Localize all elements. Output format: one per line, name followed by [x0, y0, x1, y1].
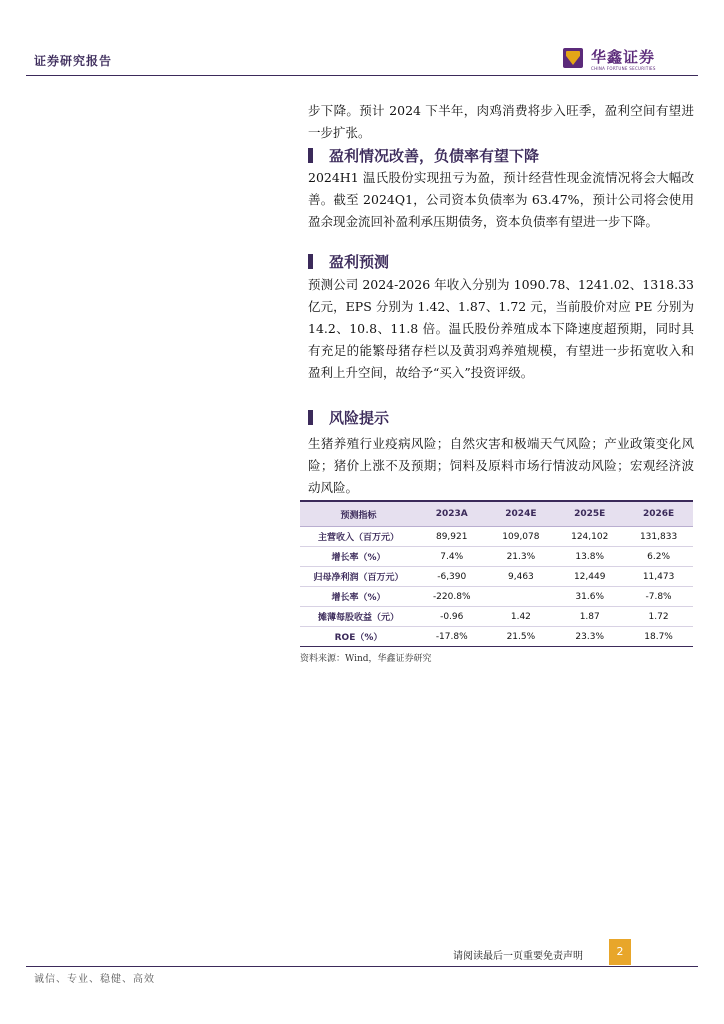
table-header-cell: 2025E: [555, 501, 624, 527]
table-header-cell: 2023A: [417, 501, 486, 527]
table-row: [300, 587, 693, 607]
section-body-forecast: 预测公司 2024-2026 年收入分别为 1090.78、1241.02、1318.33 亿元，EPS 分别为 1.42、1.87、1.72 元，当前股价对应 PE 分别为 14.2、10.8、11.8 倍。温氏股份养殖成本下降速度超预期，同时具有充足的能繁母猪存栏以及黄羽鸡养殖规模，有望进一步拓宽收入和盈利上升空间，故给予“买入”投资评级。: [308, 277, 694, 380]
table-cell: 109,078: [486, 527, 555, 547]
table-cell: -7.8%: [624, 587, 693, 607]
section-marker-icon: [308, 254, 313, 269]
section-title: 盈利情况改善，负债率有望下降: [329, 147, 540, 165]
table-cell: -6,390: [417, 567, 486, 587]
row-label: ROE（%）: [300, 627, 417, 647]
company-motto: 诚信、专业、稳健、高效: [34, 974, 155, 985]
section-title: 盈利预测: [329, 253, 390, 271]
section-body-risk: 生猪养殖行业疫病风险；自然灾害和极端天气风险；产业政策变化风险；猪价上涨不及预期；饲料及原料市场行情波动风险；宏观经济波动风险。: [308, 436, 694, 495]
table-cell: 9,463: [486, 567, 555, 587]
section-marker-icon: [308, 410, 313, 425]
disclaimer-link[interactable]: 请阅读最后一页重要免责声明: [453, 951, 583, 962]
company-logo-icon: [563, 48, 583, 68]
table-header-cell: 2024E: [486, 501, 555, 527]
report-type-label: 证券研究报告: [34, 54, 113, 68]
table-cell: 21.5%: [486, 627, 555, 647]
table-row: [300, 547, 693, 567]
table-cell: -0.96: [417, 607, 486, 627]
section-marker-icon: [308, 148, 313, 163]
row-label: 增长率（%）: [300, 547, 417, 567]
row-label: 归母净利润（百万元）: [300, 567, 417, 587]
table-source-note: 资料来源：Wind，华鑫证券研究: [300, 654, 432, 664]
table-cell: 89,921: [417, 527, 486, 547]
table-row: [300, 607, 693, 627]
row-label: 增长率（%）: [300, 587, 417, 607]
table-cell: 11,473: [624, 567, 693, 587]
section-heading-forecast: [308, 251, 694, 273]
table-cell: 1.42: [486, 607, 555, 627]
row-label: 摊薄每股收益（元）: [300, 607, 417, 627]
page-number-badge: 2: [609, 939, 631, 965]
table-row: [300, 567, 693, 587]
table-cell: -17.8%: [417, 627, 486, 647]
table-cell: 12,449: [555, 567, 624, 587]
company-logo-name: 华鑫证券: [591, 48, 656, 66]
table-header-row: [300, 501, 693, 527]
intro-paragraph: 步下降。预计 2024 下半年，肉鸡消费将步入旺季，盈利空间有望进一步扩张。: [308, 103, 694, 140]
section-body-profit-improve: 2024H1 温氏股份实现扭亏为盈，预计经营性现金流情况将会大幅改善。截至 2024Q1，公司资本负债率为 63.47%，预计公司将会使用盈余现金流回补盈利承压期债务，资本负债率有望进一步下降。: [308, 170, 694, 229]
header-divider: [26, 75, 698, 76]
table-cell: 31.6%: [555, 587, 624, 607]
table-cell: 6.2%: [624, 547, 693, 567]
forecast-table-wrapper: [300, 500, 693, 664]
table-cell: 131,833: [624, 527, 693, 547]
section-title: 风险提示: [329, 409, 390, 427]
row-label: 主营收入（百万元）: [300, 527, 417, 547]
table-cell: 1.87: [555, 607, 624, 627]
footer-divider: [26, 966, 698, 967]
table-cell: 7.4%: [417, 547, 486, 567]
forecast-table: [300, 500, 693, 647]
table-row: [300, 527, 693, 547]
section-heading-risk: [308, 407, 694, 429]
table-cell: 18.7%: [624, 627, 693, 647]
table-cell: 124,102: [555, 527, 624, 547]
company-logo-subtitle: CHINA FORTUNE SECURITIES: [591, 66, 656, 71]
table-cell: -220.8%: [417, 587, 486, 607]
table-cell: 21.3%: [486, 547, 555, 567]
table-cell: [486, 587, 555, 607]
table-row: [300, 627, 693, 647]
section-heading-profit-improve: [308, 145, 694, 167]
table-cell: 1.72: [624, 607, 693, 627]
table-cell: 23.3%: [555, 627, 624, 647]
table-header-cell: 预测指标: [300, 501, 417, 527]
table-cell: 13.8%: [555, 547, 624, 567]
table-header-cell: 2026E: [624, 501, 693, 527]
